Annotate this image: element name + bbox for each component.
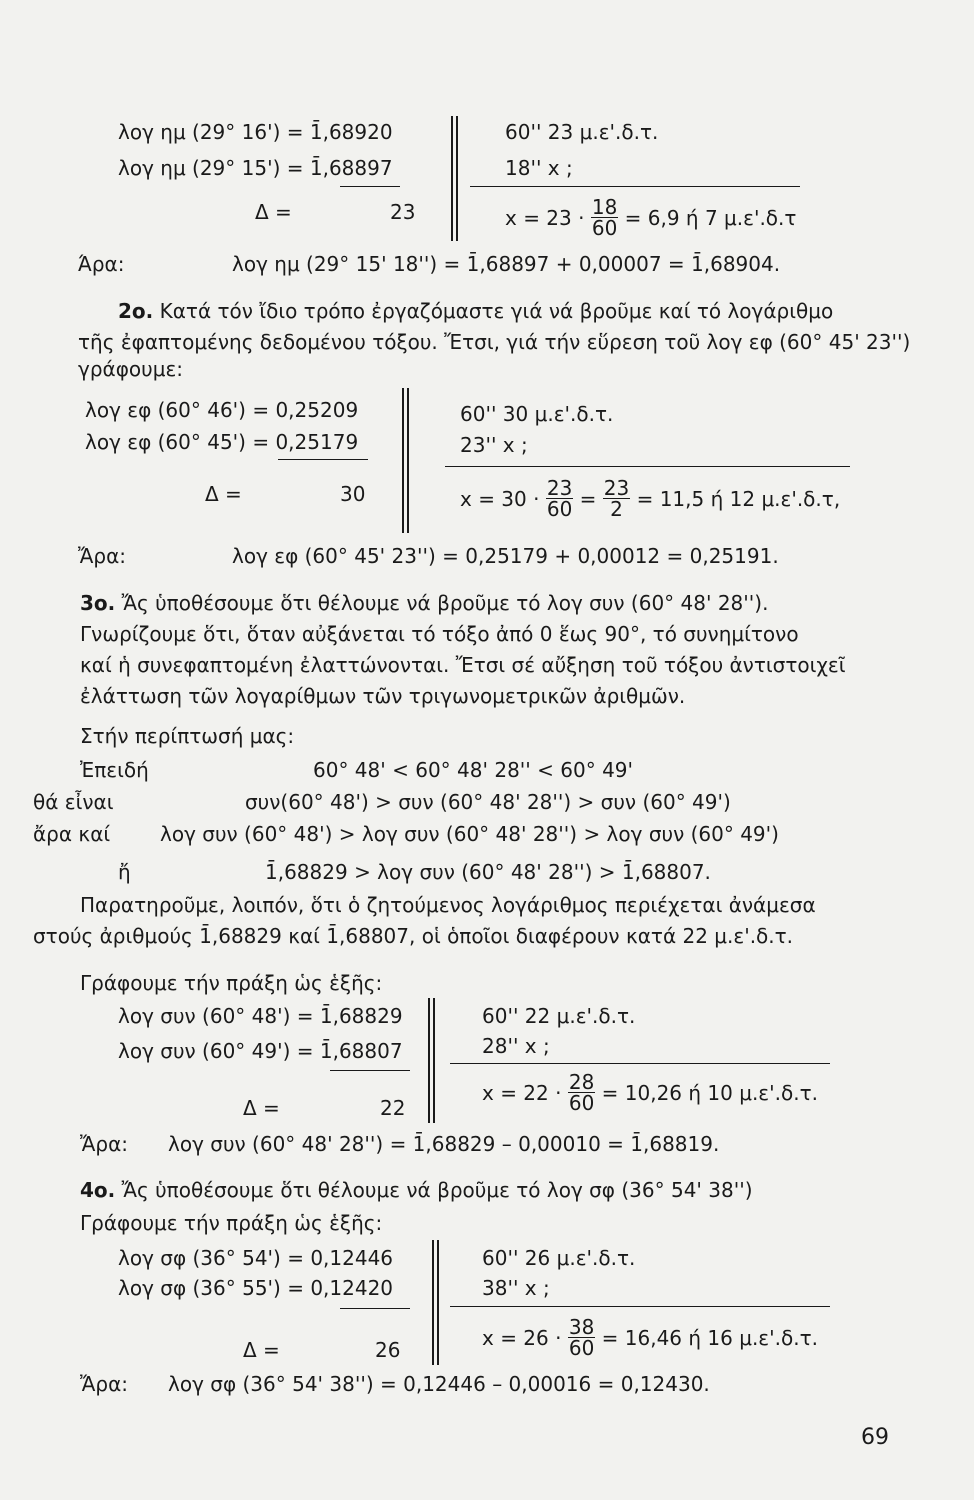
section-3-p1-line-4: ἐλάττωση τῶν λογαρίθμων τῶν τριγωνομετρικῶν ἀριθμῶν. xyxy=(80,684,686,708)
section-2-text-line-2: τῆς ἐφαπτομένης δεδομένου τόξου. Ἔτσι, γιά τήν εὕρεση τοῦ λογ εφ (60° 45' 23'') xyxy=(78,330,911,354)
cot-calc-den: 60 xyxy=(568,1336,595,1360)
cot-divider-1 xyxy=(432,1240,434,1365)
cos-line-1: λογ συν (60° 48') = 1̄,68829 xyxy=(118,1004,403,1028)
tan-delta-label: Δ = xyxy=(205,482,242,506)
cos-result: λογ συν (60° 48' 28'') = 1̄,68829 – 0,00010 = 1̄,68819. xyxy=(168,1132,720,1156)
tan-line-1: λογ εφ (60° 46') = 0,25209 xyxy=(85,398,359,422)
tan-calc-fraction-1 xyxy=(546,478,573,519)
section-3-heading: 3ο. xyxy=(80,591,116,615)
section-3-p1-line-2: Γνωρίζουμε ὅτι, ὅταν αὐξάνεται τό τόξο ἀπό 0 ἕως 90°, τό συνημίτονο xyxy=(80,622,799,646)
sin-underline xyxy=(340,186,400,187)
sin-calc-rhs: = 6,9 ή 7 μ.ε'.δ.τ xyxy=(624,206,797,230)
sin-result: λογ ημ (29° 15' 18'') = 1̄,68897 + 0,00007 = 1̄,68904. xyxy=(232,252,781,276)
cos-delta-label: Δ = xyxy=(243,1096,280,1120)
cot-delta-label: Δ = xyxy=(243,1338,280,1362)
tan-underline xyxy=(278,459,368,460)
cot-calc-lhs: x = 26 · xyxy=(482,1326,562,1350)
tan-delta-value: 30 xyxy=(340,482,366,506)
cos-calc-fraction xyxy=(568,1072,595,1113)
cos-divider-2 xyxy=(433,998,435,1123)
will-expr: συν(60° 48') > συν (60° 48' 28'') > συν (60° 49') xyxy=(245,790,731,814)
cos-right-1: 60'' 22 μ.ε'.δ.τ. xyxy=(482,1004,636,1028)
tan-result: λογ εφ (60° 45' 23'') = 0,25179 + 0,00012 = 0,25191. xyxy=(232,544,779,568)
cot-divider-2 xyxy=(437,1240,439,1365)
since-label: Ἐπειδή xyxy=(80,758,149,782)
sin-right-rule xyxy=(470,186,800,187)
since-expr: 60° 48' < 60° 48' 28'' < 60° 49' xyxy=(313,758,634,782)
cos-delta-value: 22 xyxy=(380,1096,406,1120)
cos-underline xyxy=(330,1070,410,1071)
cos-calc-den: 60 xyxy=(568,1091,595,1115)
tan-calc-rhs: = 11,5 ή 12 μ.ε'.δ.τ, xyxy=(636,487,841,511)
cot-result-label: Ἄρα: xyxy=(80,1372,128,1396)
section-4-p1: Ἄς ὑποθέσουμε ὅτι θέλουμε νά βροῦμε τό λογ σφ (36° 54' 38'') xyxy=(121,1178,753,1202)
section-4-write-intro: Γράφουμε τήν πράξη ὡς ἑξῆς: xyxy=(80,1211,383,1235)
cot-result: λογ σφ (36° 54' 38'') = 0,12446 – 0,00016 = 0,12430. xyxy=(168,1372,710,1396)
cos-result-label: Ἄρα: xyxy=(80,1132,128,1156)
sin-calc xyxy=(505,195,797,240)
cot-right-rule xyxy=(450,1306,830,1307)
section-3-p2-line-2: στούς ἀριθμούς 1̄,68829 καί 1̄,68807, οἱ ὁποῖοι διαφέρουν κατά 22 μ.ε'.δ.τ. xyxy=(33,924,794,948)
cot-line-1: λογ σφ (36° 54') = 0,12446 xyxy=(118,1246,394,1270)
sin-calc-den: 60 xyxy=(591,216,618,240)
sin-delta-value: 23 xyxy=(390,200,416,224)
cot-calc xyxy=(482,1315,818,1360)
cos-calc-lhs: x = 22 · xyxy=(482,1081,562,1105)
cot-calc-num: 38 xyxy=(568,1315,595,1339)
tan-line-2: λογ εφ (60° 45') = 0,25179 xyxy=(85,430,359,454)
tan-divider-2 xyxy=(407,388,409,533)
sin-calc-fraction xyxy=(591,197,618,238)
will-label: θά εἶναι xyxy=(33,790,114,814)
cot-right-1: 60'' 26 μ.ε'.δ.τ. xyxy=(482,1246,636,1270)
section-3-p1-line-1: Ἄς ὑποθέσουμε ὅτι θέλουμε νά βροῦμε τό λογ συν (60° 48' 28''). xyxy=(121,591,769,615)
cos-right-rule xyxy=(450,1063,830,1064)
sin-right-1: 60'' 23 μ.ε'.δ.τ. xyxy=(505,120,659,144)
tan-right-1: 60'' 30 μ.ε'.δ.τ. xyxy=(460,402,614,426)
section-2-text-line-3: γράφουμε: xyxy=(78,357,183,381)
sin-divider-1 xyxy=(451,116,453,241)
cot-calc-fraction xyxy=(568,1317,595,1358)
cot-calc-rhs: = 16,46 ή 16 μ.ε'.δ.τ. xyxy=(601,1326,818,1350)
so-label: ἄρα καί xyxy=(33,822,111,846)
sin-result-label: Άρα: xyxy=(78,252,125,276)
cot-line-2: λογ σφ (36° 55') = 0,12420 xyxy=(118,1276,394,1300)
tan-calc-num-2: 23 xyxy=(603,476,630,500)
cos-divider-1 xyxy=(428,998,430,1123)
tan-calc-fraction-2 xyxy=(603,478,630,519)
cos-calc xyxy=(482,1070,818,1115)
or-expr: 1̄,68829 > λογ συν (60° 48' 28'') > 1̄,68807. xyxy=(265,860,711,884)
or-label: ἤ xyxy=(118,860,131,884)
tan-calc-lhs: x = 30 · xyxy=(460,487,540,511)
section-3-p1-line-3: καί ἡ συνεφαπτομένη ἐλαττώνονται. Ἔτσι σέ αὔξηση τοῦ τόξου ἀντιστοιχεῖ xyxy=(80,653,846,677)
sin-divider-2 xyxy=(456,116,458,241)
cot-underline xyxy=(340,1308,410,1309)
sin-calc-lhs: x = 23 · xyxy=(505,206,585,230)
tan-calc xyxy=(460,478,840,521)
tan-calc-num-1: 23 xyxy=(546,476,573,500)
tan-right-rule xyxy=(445,466,850,467)
cos-right-2: 28'' x ; xyxy=(482,1034,550,1058)
sin-delta-label: Δ = xyxy=(255,200,292,224)
section-3-case-intro: Στήν περίπτωσή μας: xyxy=(80,724,295,748)
sin-line-2: λογ ημ (29° 15') = 1̄,68897 xyxy=(118,156,393,180)
cot-delta-value: 26 xyxy=(375,1338,401,1362)
section-4-heading: 4ο. xyxy=(80,1178,116,1202)
so-expr: λογ συν (60° 48') > λογ συν (60° 48' 28'') > λογ συν (60° 49') xyxy=(160,822,779,846)
section-3-p2-line-1: Παρατηροῦμε, λοιπόν, ὅτι ὁ ζητούμενος λογάριθμος περιέχεται ἀνάμεσα xyxy=(80,893,816,917)
tan-result-label: Ἄρα: xyxy=(78,544,126,568)
sin-calc-num: 18 xyxy=(591,195,618,219)
section-3-write-intro: Γράφουμε τήν πράξη ὡς ἑξῆς: xyxy=(80,971,383,995)
cos-line-2: λογ συν (60° 49') = 1̄,68807 xyxy=(118,1039,403,1063)
tan-calc-eq: = xyxy=(579,487,597,511)
tan-right-2: 23'' x ; xyxy=(460,433,528,457)
page-number: 69 xyxy=(861,1425,889,1450)
cos-calc-num: 28 xyxy=(568,1070,595,1094)
sin-line-1: λογ ημ (29° 16') = 1̄,68920 xyxy=(118,120,393,144)
tan-calc-den-1: 60 xyxy=(546,497,573,521)
section-2-text-line-1: Κατά τόν ἴδιο τρόπο ἐργαζόμαστε γιά νά βροῦμε καί τό λογάριθμο xyxy=(159,299,834,323)
tan-calc-den-2: 2 xyxy=(603,498,630,519)
tan-divider-1 xyxy=(402,388,404,533)
cos-calc-rhs: = 10,26 ή 10 μ.ε'.δ.τ. xyxy=(601,1081,818,1105)
cot-right-2: 38'' x ; xyxy=(482,1276,550,1300)
section-2-heading: 2ο. xyxy=(118,299,154,323)
sin-right-2: 18'' x ; xyxy=(505,156,573,180)
